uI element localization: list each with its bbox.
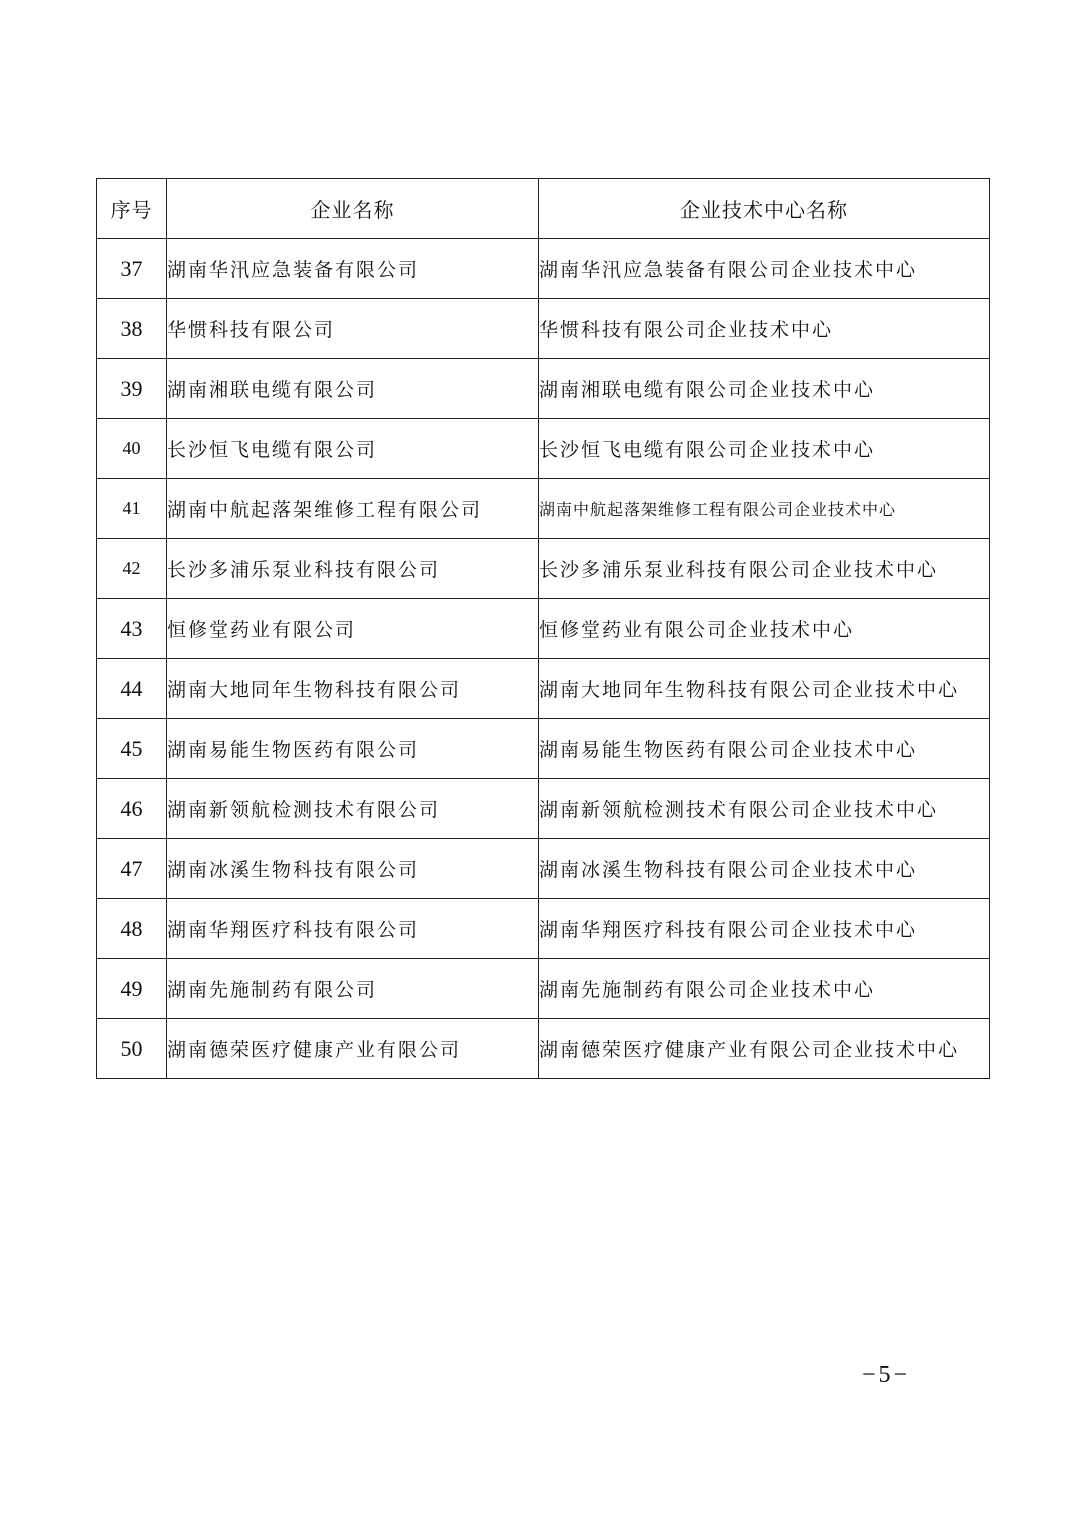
table-row <box>97 299 990 359</box>
table-row <box>97 359 990 419</box>
table-row <box>97 839 990 899</box>
row-center-name: 华惯科技有限公司企业技术中心 <box>539 299 990 359</box>
row-seq: 41 <box>97 479 167 539</box>
enterprise-table <box>96 178 990 1079</box>
table-row <box>97 959 990 1019</box>
row-enterprise-name: 湖南湘联电缆有限公司 <box>167 359 539 419</box>
row-seq: 50 <box>97 1019 167 1079</box>
table-body <box>97 239 990 1079</box>
page-number: −5− <box>862 1362 911 1388</box>
row-center-name: 湖南湘联电缆有限公司企业技术中心 <box>539 359 990 419</box>
row-center-name: 湖南先施制药有限公司企业技术中心 <box>539 959 990 1019</box>
row-center-name: 湖南华汛应急装备有限公司企业技术中心 <box>539 239 990 299</box>
row-enterprise-name: 湖南华翔医疗科技有限公司 <box>167 899 539 959</box>
header-row <box>97 179 990 239</box>
row-seq: 46 <box>97 779 167 839</box>
row-enterprise-name: 湖南德荣医疗健康产业有限公司 <box>167 1019 539 1079</box>
header-name: 企业名称 <box>167 179 539 239</box>
row-center-name: 湖南中航起落架维修工程有限公司企业技术中心 <box>539 479 990 539</box>
table-row <box>97 659 990 719</box>
row-center-name: 湖南易能生物医药有限公司企业技术中心 <box>539 719 990 779</box>
row-seq: 38 <box>97 299 167 359</box>
row-center-name: 湖南冰溪生物科技有限公司企业技术中心 <box>539 839 990 899</box>
row-center-name: 湖南新领航检测技术有限公司企业技术中心 <box>539 779 990 839</box>
row-seq: 45 <box>97 719 167 779</box>
row-center-name: 湖南大地同年生物科技有限公司企业技术中心 <box>539 659 990 719</box>
table-row <box>97 479 990 539</box>
row-enterprise-name: 恒修堂药业有限公司 <box>167 599 539 659</box>
row-center-name: 长沙多浦乐泵业科技有限公司企业技术中心 <box>539 539 990 599</box>
header-center: 企业技术中心名称 <box>539 179 990 239</box>
row-enterprise-name: 长沙多浦乐泵业科技有限公司 <box>167 539 539 599</box>
row-enterprise-name: 湖南易能生物医药有限公司 <box>167 719 539 779</box>
row-center-name: 湖南德荣医疗健康产业有限公司企业技术中心 <box>539 1019 990 1079</box>
table-row <box>97 719 990 779</box>
row-enterprise-name: 长沙恒飞电缆有限公司 <box>167 419 539 479</box>
row-enterprise-name: 湖南华汛应急装备有限公司 <box>167 239 539 299</box>
row-seq: 37 <box>97 239 167 299</box>
row-seq: 39 <box>97 359 167 419</box>
row-enterprise-name: 湖南中航起落架维修工程有限公司 <box>167 479 539 539</box>
row-enterprise-name: 湖南冰溪生物科技有限公司 <box>167 839 539 899</box>
table-row <box>97 239 990 299</box>
table-header <box>97 179 990 239</box>
table-row <box>97 779 990 839</box>
row-seq: 48 <box>97 899 167 959</box>
row-enterprise-name: 湖南先施制药有限公司 <box>167 959 539 1019</box>
row-center-name: 恒修堂药业有限公司企业技术中心 <box>539 599 990 659</box>
table-row <box>97 1019 990 1079</box>
table-row <box>97 899 990 959</box>
row-seq: 40 <box>97 419 167 479</box>
table-row <box>97 599 990 659</box>
row-center-name: 湖南华翔医疗科技有限公司企业技术中心 <box>539 899 990 959</box>
row-enterprise-name: 湖南新领航检测技术有限公司 <box>167 779 539 839</box>
row-seq: 47 <box>97 839 167 899</box>
table-row <box>97 419 990 479</box>
row-enterprise-name: 华惯科技有限公司 <box>167 299 539 359</box>
row-seq: 49 <box>97 959 167 1019</box>
row-center-name: 长沙恒飞电缆有限公司企业技术中心 <box>539 419 990 479</box>
row-enterprise-name: 湖南大地同年生物科技有限公司 <box>167 659 539 719</box>
row-seq: 43 <box>97 599 167 659</box>
row-seq: 44 <box>97 659 167 719</box>
header-seq: 序号 <box>97 179 167 239</box>
row-seq: 42 <box>97 539 167 599</box>
table-row <box>97 539 990 599</box>
